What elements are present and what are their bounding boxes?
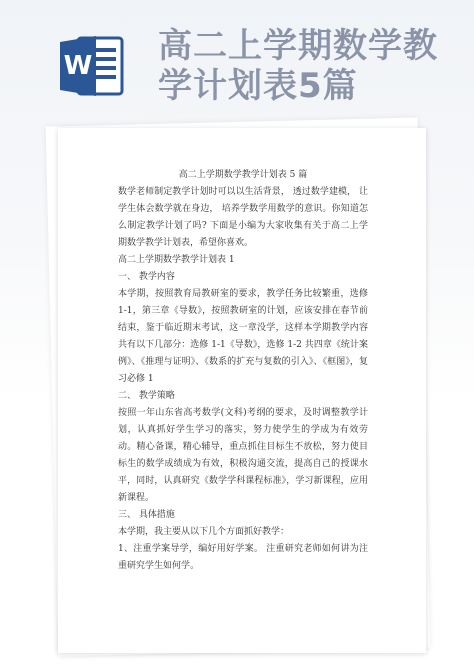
section-heading: 一、 教学内容: [118, 272, 175, 282]
svg-text:W: W: [63, 51, 93, 81]
section-heading: 三、 具体措施: [118, 510, 175, 520]
word-document-icon: [56, 32, 128, 100]
document-body: [118, 167, 368, 575]
section-heading: 二、 教学策略: [118, 391, 175, 401]
section-body: 按照一年山东省高考数学(文科)考纲的要求，及时调整教学计划，认真抓好学生学习的落实，努力使学生的学成为有效劳动。精心备课，精心辅导，重点抓住目标生不放松，努力使目标生的数学成绩成为有效，积极沟通交流，提高自己的授课水平，同时，认真研究《数学学科课程标准》，学习新课程，应用新课程。: [118, 408, 368, 503]
section-body: 本学期，我主要从以下几个方面抓好教学：: [118, 527, 290, 537]
plan-heading: 高二上学期数学教学计划表 1: [118, 255, 235, 265]
page-title: 高二上学期数学教学计划表5篇: [158, 26, 438, 106]
section-body: 本学期，按照教育局教研室的要求，教学任务比较繁重，选修 1-1，第三章《导数》，按照教研室的计划，应该安排在春节前结束，鉴于临近期末考试，这一章没学，这样本学期教学内容共有以下几部分：选修 1-1《导数》，选修 1-2 共四章《统计案例》、《推理与证明》、《数系的扩充与复数的引入》、《框图》，复习必修 1: [118, 289, 368, 384]
intro-paragraph: 数学老师制定教学计划时可以以生活背景， 透过数学建模， 让学生体会数学就在身边， 培养学数学用数学的意识。你知道怎么制定教学计划了吗? 下面是小编为大家收集有关于高二上学期数学教学计划表，希望你喜欢。: [118, 187, 368, 248]
document-page: [58, 128, 426, 653]
list-item: 1、注重学案导学，编好用好学案。 注重研究老师如何讲为注重研究学生如何学。: [118, 544, 368, 571]
document-title: 高二上学期数学教学计划表 5 篇: [178, 170, 308, 180]
